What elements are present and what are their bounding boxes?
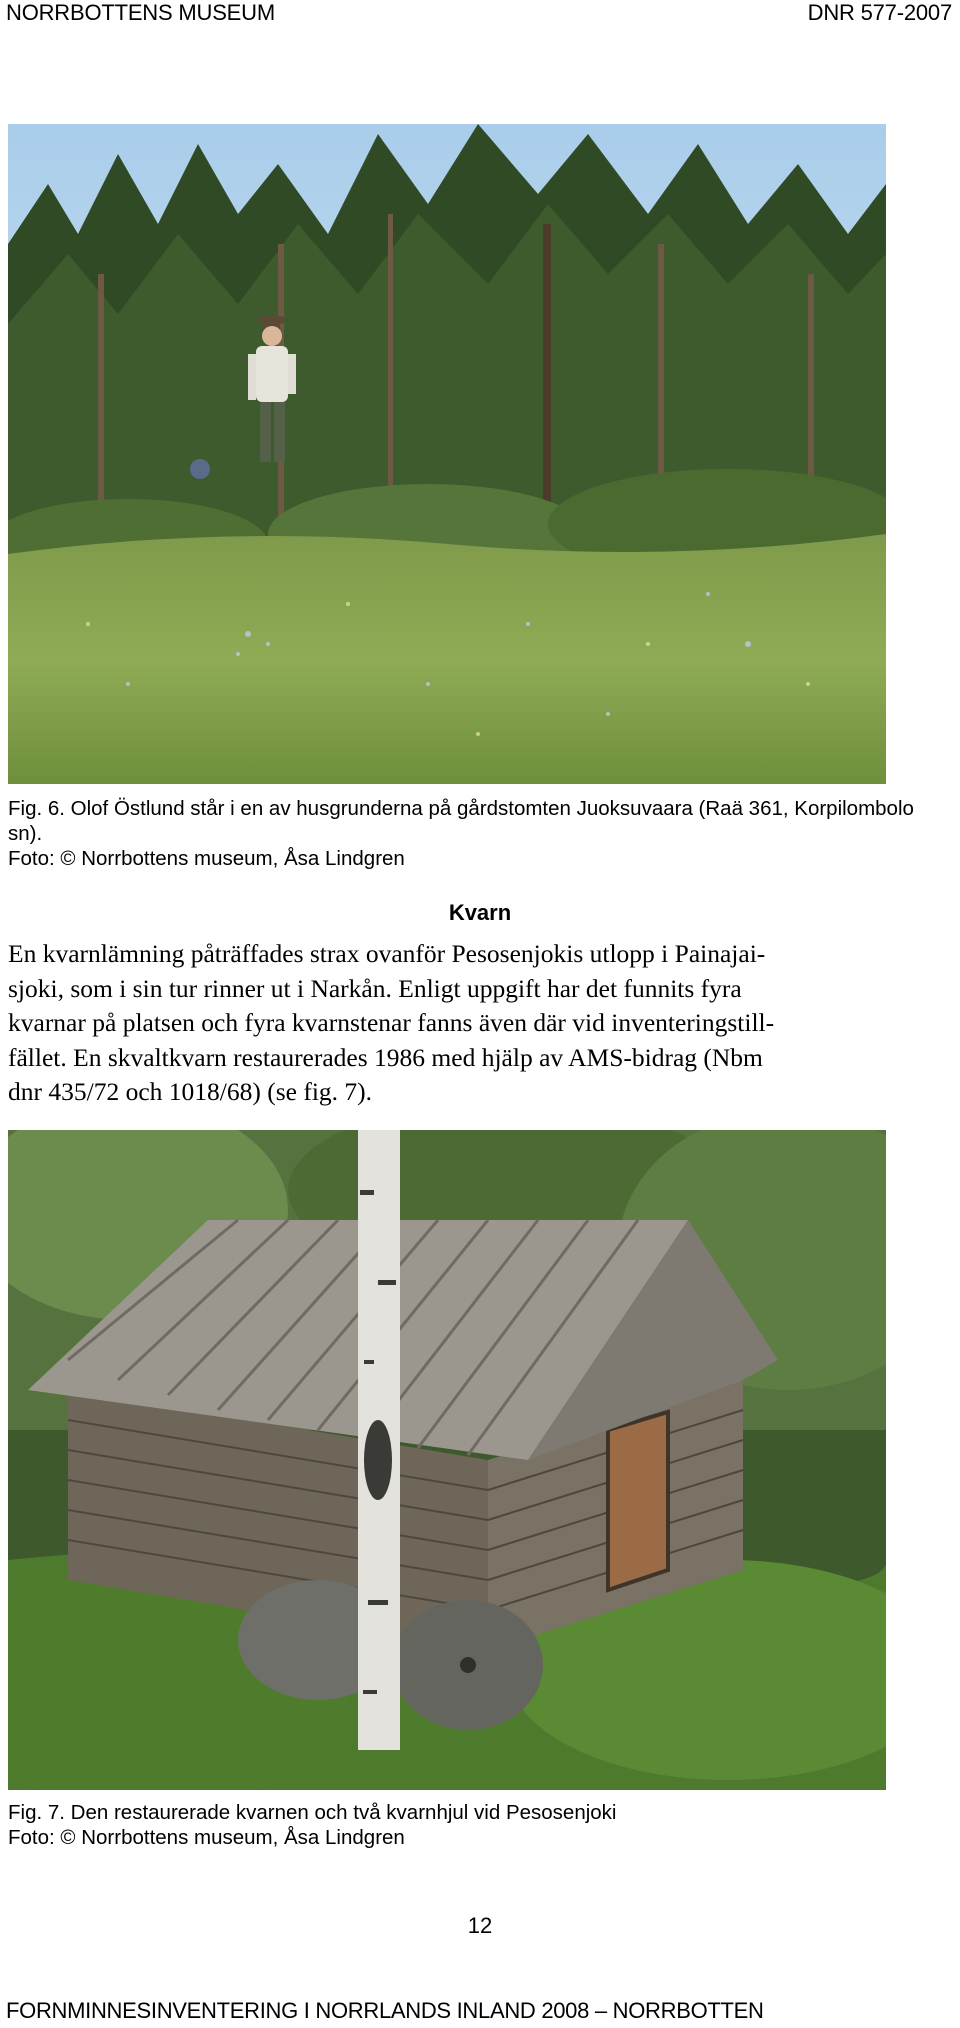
running-footer: FORNMINNESINVENTERING I NORRLANDS INLAND 2008 – NORRBOTTEN [6, 1998, 764, 2023]
caption-line: Fig. 7. Den restaurerade kvarnen och två kvarnhjul vid Pesosenjoki [8, 1801, 617, 1824]
body-line: sjoki, som i sin tur rinner ut i Narkån. Enligt uppgift har det funnits fyra [8, 973, 742, 1003]
section-heading: Kvarn [448, 900, 512, 925]
caption-line: Fig. 6. Olof Östlund står i en av husgrunderna på gårdstomten Juoksuvaara (Raä 361, Korpilombolo [8, 797, 914, 820]
body-line: En kvarnlämning påträffades strax ovanför Pesosenjokis utlopp i Painajai- [8, 939, 766, 968]
caption-line: sn). [8, 822, 43, 845]
body-line: kvarnar på platsen och fyra kvarnstenar fanns även där vid inventeringstill- [8, 1008, 775, 1037]
body-line: dnr 435/72 och 1018/68) (se fig. 7). [8, 1077, 373, 1106]
figure-6-caption [8, 796, 953, 871]
caption-credit: Foto: © Norrbottens museum, Åsa Lindgren [8, 1826, 405, 1849]
figure-7-caption [8, 1800, 953, 1850]
figure-6-photo [8, 124, 886, 784]
mill-illustration [8, 1130, 886, 1790]
caption-credit: Foto: © Norrbottens museum, Åsa Lindgren [8, 847, 405, 870]
running-header-left: NORRBOTTENS MUSEUM [6, 0, 275, 25]
page-number: 12 [467, 1913, 493, 1938]
running-header-right: DNR 577-2007 [807, 0, 952, 25]
meadow-illustration [8, 124, 886, 784]
section-body [8, 937, 953, 1110]
body-line: fället. En skvaltkvarn restaurerades 1986 med hjälp av AMS-bidrag (Nbm [8, 1042, 763, 1072]
figure-7-photo [8, 1130, 886, 1790]
